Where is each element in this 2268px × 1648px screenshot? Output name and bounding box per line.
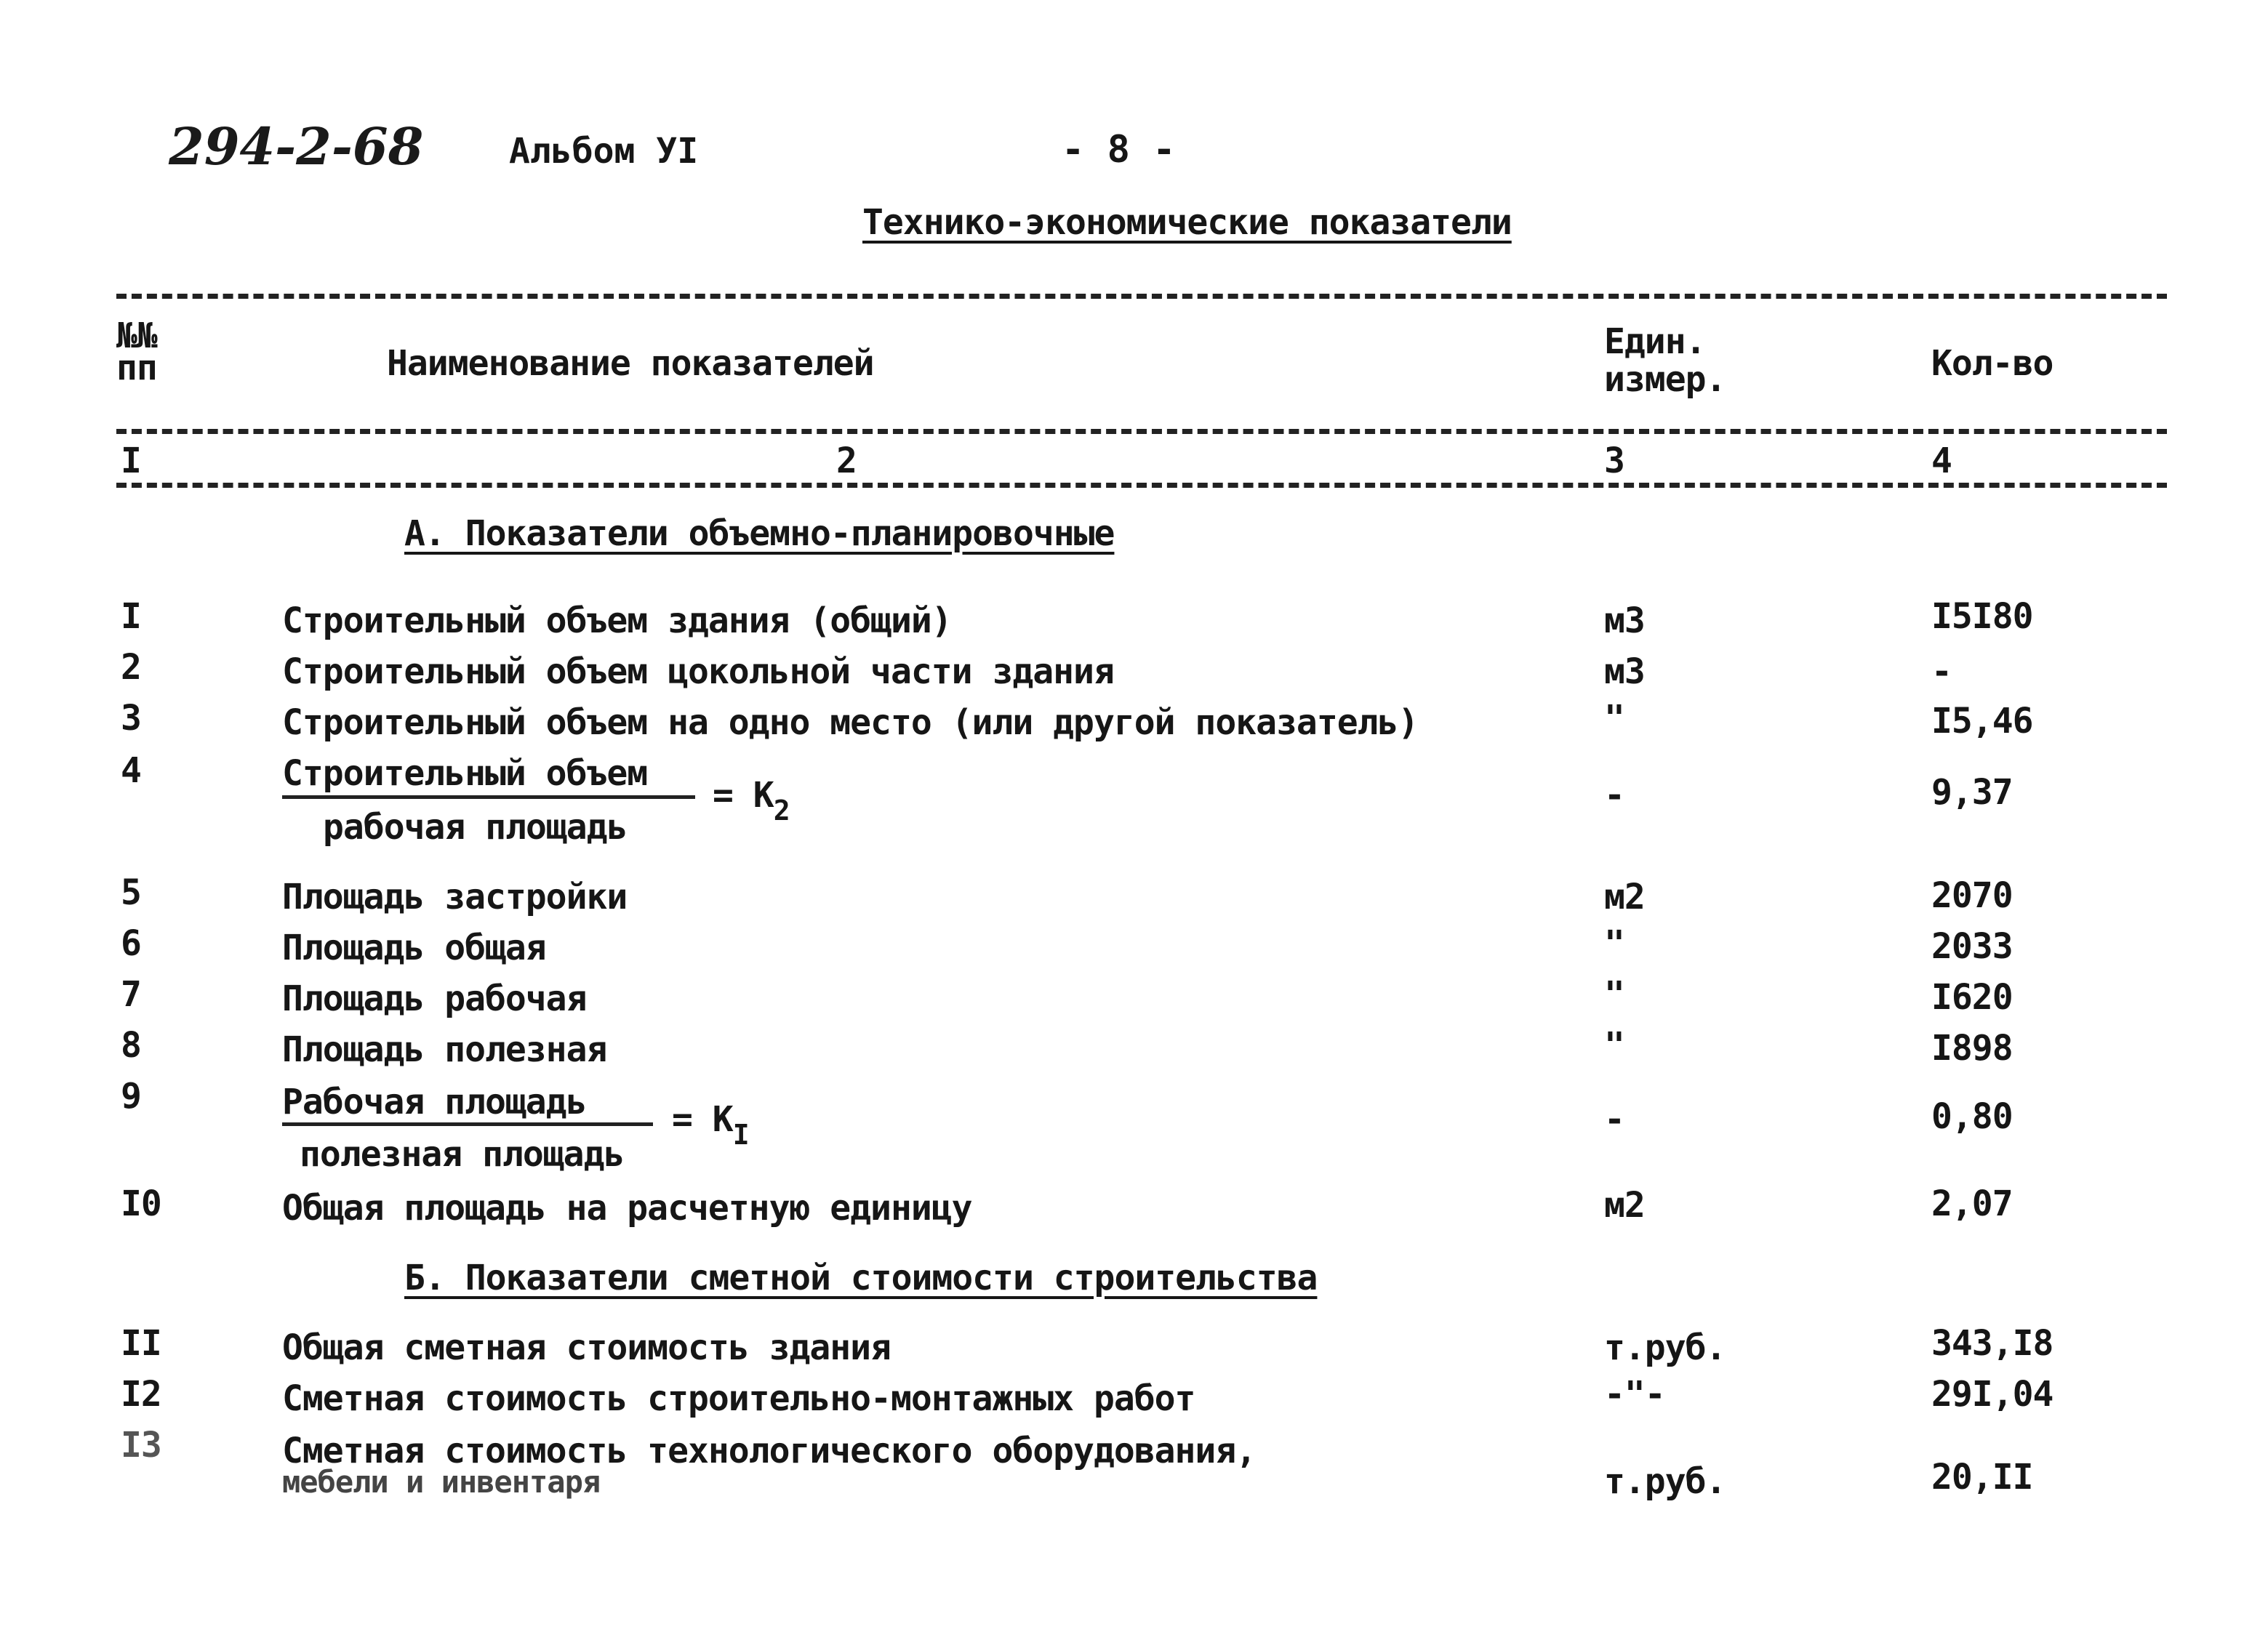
row-unit: " xyxy=(1604,1025,1624,1066)
row-number: I0 xyxy=(121,1183,161,1224)
page-number: - 8 - xyxy=(1062,128,1176,172)
fraction-bar xyxy=(282,1122,653,1126)
row-qty: 9,37 xyxy=(1931,772,2013,813)
row-name: Площадь рабочая xyxy=(282,978,587,1019)
row-unit: " xyxy=(1604,974,1624,1015)
row-qty: 20,II xyxy=(1931,1457,2033,1498)
row-number: 2 xyxy=(121,647,141,688)
row-name-line2: мебели и инвентаря xyxy=(282,1464,601,1500)
page-title: Технико-экономические показатели xyxy=(862,202,1512,243)
col-number-2: 2 xyxy=(836,441,857,481)
row-name: Строительный объем цокольной части здания xyxy=(282,651,1114,692)
row-qty: 2033 xyxy=(1931,926,2013,967)
fraction-denominator: полезная площадь xyxy=(300,1134,625,1175)
row-unit: м3 xyxy=(1604,600,1645,641)
row-name: Площадь застройки xyxy=(282,877,628,917)
col-unit-header-line2: измер. xyxy=(1604,359,1726,400)
coefficient-subscript: I xyxy=(732,1119,749,1151)
section-a-title: А. Показатели объемно-планировочные xyxy=(404,513,1115,554)
fraction-numerator: Рабочая площадь xyxy=(282,1082,587,1122)
coefficient-subscript: 2 xyxy=(773,795,790,827)
col-number-4: 4 xyxy=(1931,441,1952,481)
fraction-numerator: Строительный объем xyxy=(282,753,648,794)
row-name-line1: Сметная стоимость технологического оборудования, xyxy=(282,1431,1257,1471)
coefficient-symbol: = K xyxy=(713,775,774,816)
coefficient-symbol: = K xyxy=(672,1099,733,1140)
row-qty: - xyxy=(1931,651,1952,692)
col-no-header-line1: №№ xyxy=(116,315,157,356)
row-qty: 343,I8 xyxy=(1931,1323,2053,1364)
row-qty: I898 xyxy=(1931,1028,2013,1069)
row-unit: м2 xyxy=(1604,1185,1645,1226)
row-number: I3 xyxy=(121,1425,161,1466)
row-unit: т.руб. xyxy=(1604,1327,1726,1368)
row-number: 8 xyxy=(121,1025,141,1066)
row-unit: т.руб. xyxy=(1604,1461,1726,1502)
document-code: 294-2-68 xyxy=(169,116,424,177)
row-unit: - xyxy=(1604,775,1624,816)
header-top-rule xyxy=(116,294,2167,299)
row-number: 4 xyxy=(121,750,141,791)
col-name-header: Наименование показателей xyxy=(387,343,874,384)
row-number: I2 xyxy=(121,1374,161,1415)
row-number: 5 xyxy=(121,872,141,913)
row-name: Площадь полезная xyxy=(282,1029,607,1070)
fraction-bar xyxy=(282,795,695,799)
row-qty: 0,80 xyxy=(1931,1096,2013,1137)
row-name: Сметная стоимость строительно-монтажных работ xyxy=(282,1378,1195,1419)
coefficient xyxy=(713,775,790,827)
coefficient xyxy=(672,1099,749,1151)
section-b-title: Б. Показатели сметной стоимости строительства xyxy=(404,1258,1318,1298)
col-no-header-line2: пп xyxy=(116,347,157,388)
col-number-1: I xyxy=(121,441,141,481)
row-number: 3 xyxy=(121,698,141,739)
col-number-3: 3 xyxy=(1604,441,1624,481)
row-name: Строительный объем здания (общий) xyxy=(282,600,952,641)
header-mid-rule xyxy=(116,429,2167,434)
row-name: Общая сметная стоимость здания xyxy=(282,1327,891,1368)
col-qty-header: Кол-во xyxy=(1931,343,2053,384)
row-qty: I620 xyxy=(1931,977,2013,1018)
row-qty: I5,46 xyxy=(1931,701,2033,741)
col-unit-header xyxy=(1604,323,1726,398)
col-no-header xyxy=(116,315,157,388)
row-number: I xyxy=(121,596,141,637)
album-label: Альбом УI xyxy=(509,131,699,172)
row-unit: м2 xyxy=(1604,877,1645,917)
row-number: II xyxy=(121,1323,161,1364)
row-name: Общая площадь на расчетную единицу xyxy=(282,1188,972,1229)
row-number: 7 xyxy=(121,974,141,1015)
row-unit: " xyxy=(1604,923,1624,964)
row-unit: - xyxy=(1604,1099,1624,1140)
row-qty: 2070 xyxy=(1931,875,2013,916)
row-unit: " xyxy=(1604,698,1624,739)
row-unit: -"- xyxy=(1604,1374,1665,1415)
fraction-denominator: рабочая площадь xyxy=(323,807,628,848)
row-qty: 2,07 xyxy=(1931,1183,2013,1224)
row-qty: 29I,04 xyxy=(1931,1374,2053,1415)
header-bottom-rule xyxy=(116,483,2167,488)
row-name: Площадь общая xyxy=(282,928,546,968)
row-number: 6 xyxy=(121,923,141,964)
row-unit: м3 xyxy=(1604,651,1645,692)
row-number: 9 xyxy=(121,1076,141,1117)
col-unit-header-line1: Един. xyxy=(1604,321,1706,362)
row-qty: I5I80 xyxy=(1931,596,2033,637)
row-name: Строительный объем на одно место (или другой показатель) xyxy=(282,702,1419,743)
